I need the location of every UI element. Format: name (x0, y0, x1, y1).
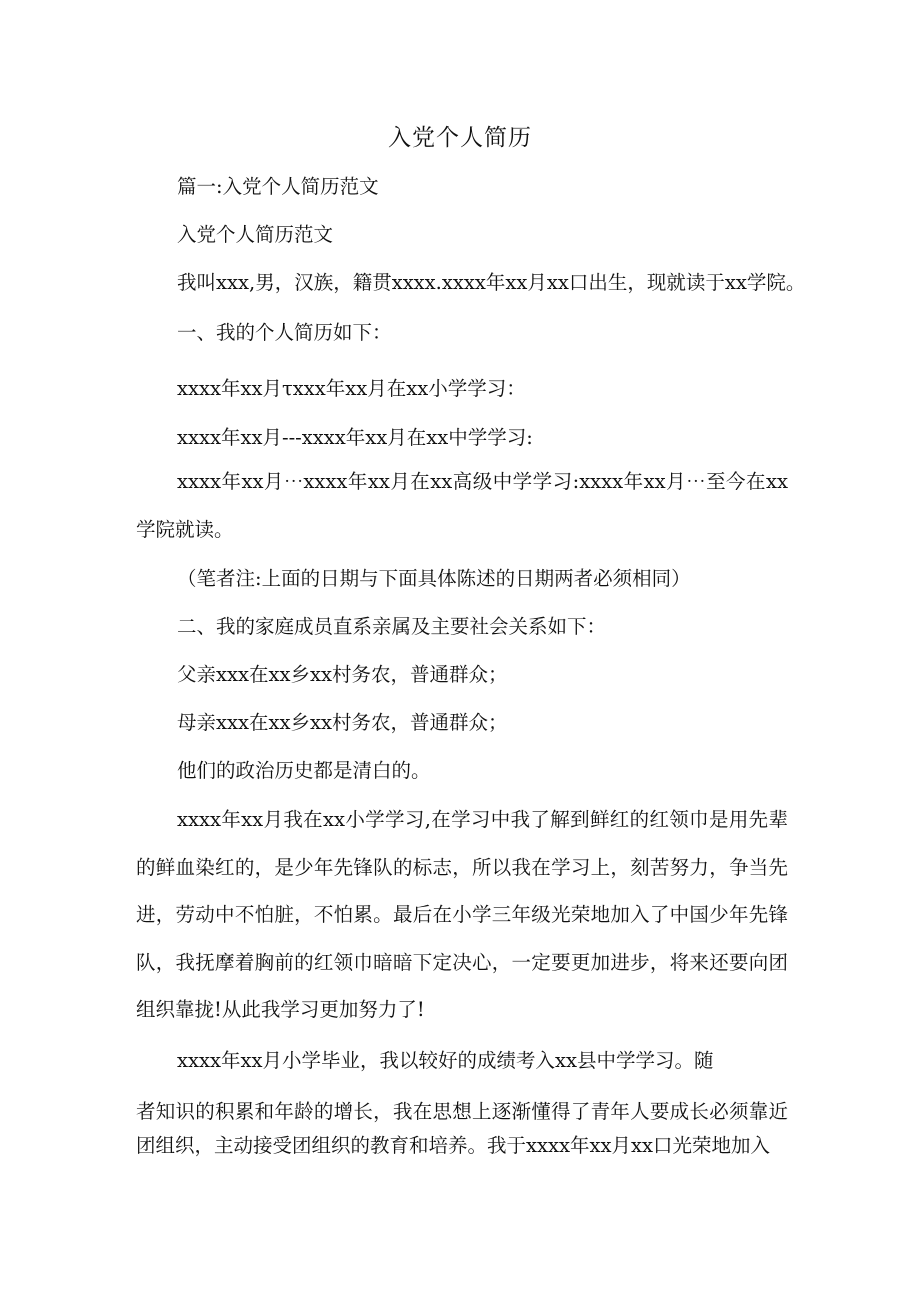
middle-school-paragraph-start: xxxx年xx月小学毕业，我以较好的成绩考入xx县中学学习。随 (177, 1049, 714, 1072)
author-note: （笔者注:上面的日期与下面具体陈述的日期两者必须相同） (177, 567, 691, 590)
family-item: 母亲xxx在xx乡xx村务农，普通群众； (177, 711, 508, 734)
history-item: xxxx年xx月τxxx年xx月在xx小学学习： (177, 377, 526, 400)
section-heading: 入党个人简历范文 (177, 223, 334, 246)
section1-heading: 一、我的个人简历如下： (177, 321, 392, 344)
primary-school-paragraph: xxxx年xx月我在xx小学学习,在学习中我了解到鲜红的红领巾是用先辈的鲜血染红的，是少年先锋队的标志，所以我在学习上，刻苦努力，争当先进，劳动中不怕脏，不怕累。最后在小学三年级光荣地加入了中国少年先锋队，我抚摩着胸前的红领巾暗暗下定决心，一定要更加进步，将来还要向团组织靠拢!从此我学习更加努力了! (136, 808, 788, 1021)
family-item: 他们的政治历史都是清白的。 (177, 759, 431, 782)
page-title: 入党个人简历 (388, 125, 532, 151)
middle-school-paragraph-cont: 者知识的积累和年龄的增长，我在思想上逐渐懂得了青年人要成长必须靠近团组织，主动接受团组织的教育和培养。我于xxxx年xx月xx口光荣地加入 (136, 1100, 788, 1157)
subtitle: 篇一:入党个人简历范文 (177, 175, 379, 198)
family-item: 父亲xxx在xx乡xx村务农，普通群众； (177, 663, 508, 686)
intro-paragraph: 我叫xxx,男，汉族，籍贯xxxx.xxxx年xx月xx口出生，现就读于xx学院。 (177, 271, 806, 294)
history-item: xxxx年xx月---xxxx年xx月在xx中学学习: (177, 426, 533, 449)
section2-heading: 二、我的家庭成员直系亲属及主要社会关系如下： (177, 615, 607, 638)
history-item: xxxx年xx月⋯xxxx年xx月在xx高级中学学习:xxxx年xx月⋯至今在xx学院就读。 (136, 470, 788, 541)
